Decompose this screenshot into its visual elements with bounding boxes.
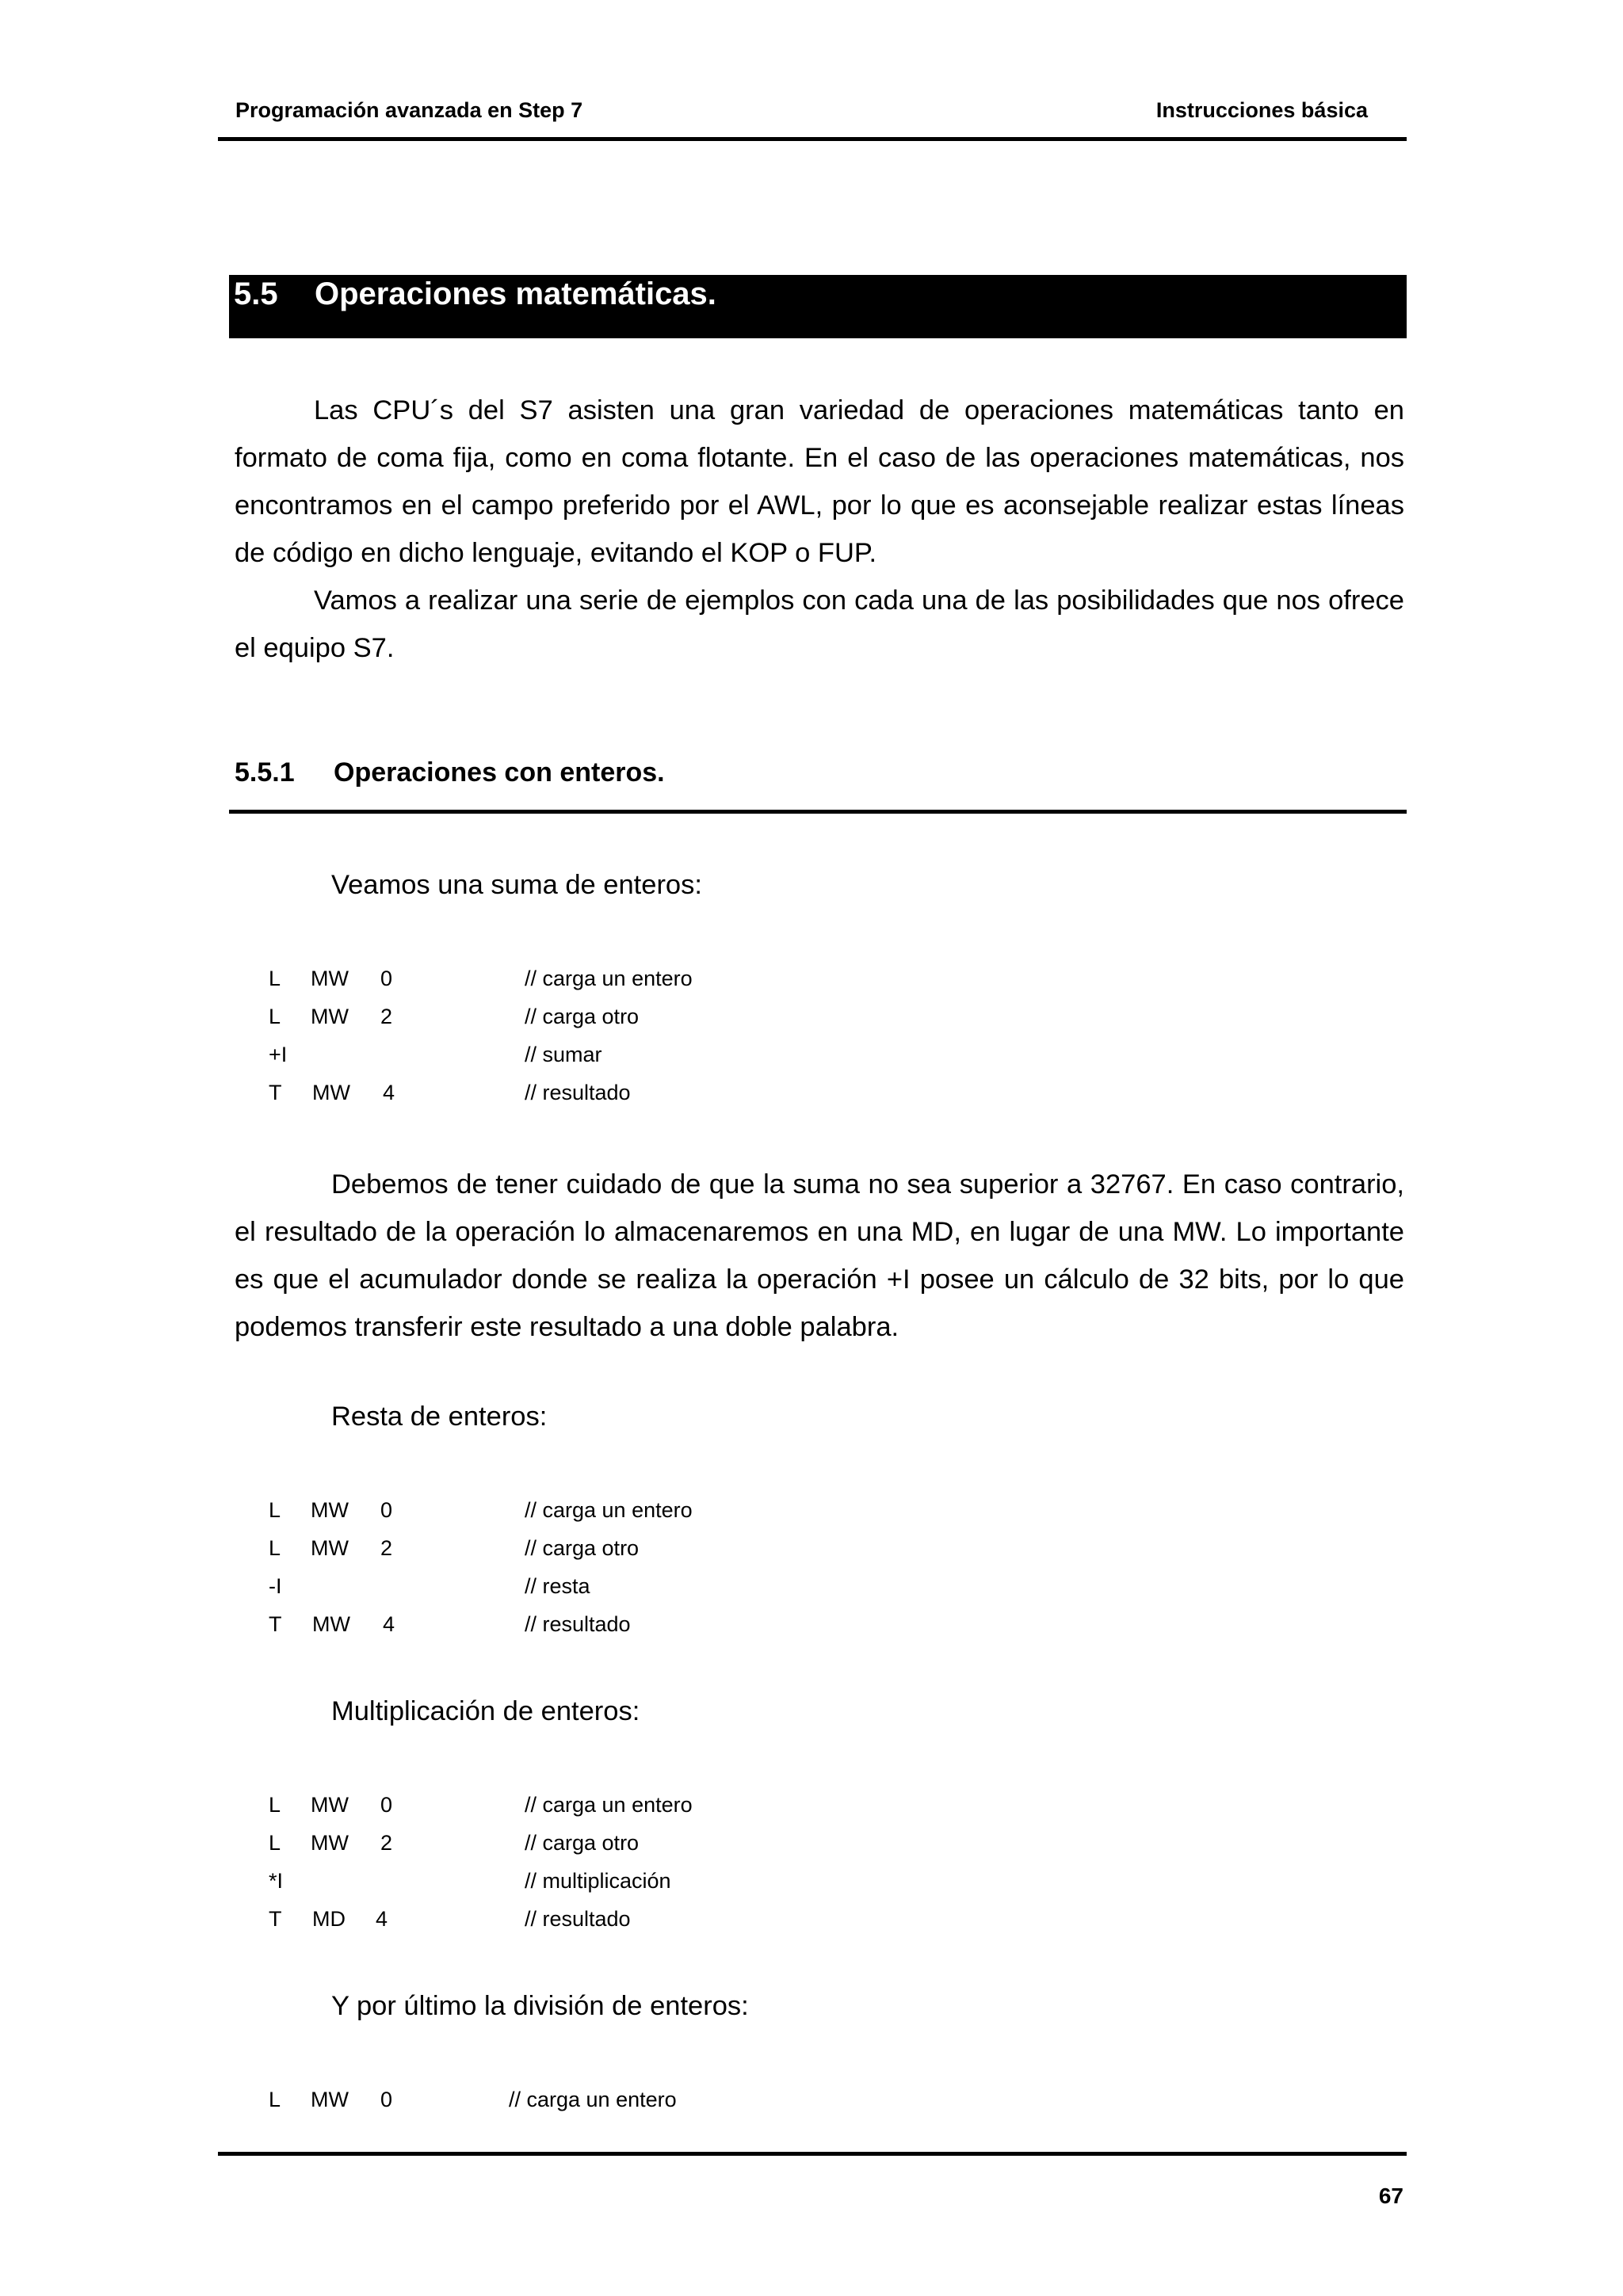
code-number: 0 — [380, 967, 393, 990]
code-op: L — [269, 967, 281, 990]
code-op: T — [269, 1612, 282, 1636]
code-number: 4 — [376, 1907, 388, 1931]
intro-paragraph-1: Las CPU´s del S7 asisten una gran variedad de operaciones matemáticas tanto en formato de coma fija, como en coma flotante. En el caso de las operaciones matemáticas, nos encontramos en el campo preferido por el AWL, por lo que es aconsejable realizar estas líneas de código en dicho lenguaje, evitando el KOP o FUP. — [235, 395, 1404, 568]
code-address: MD — [312, 1907, 346, 1931]
code-comment: // carga otro — [525, 1005, 640, 1028]
code-number: 2 — [380, 1831, 393, 1855]
subsection-rule — [229, 810, 1407, 814]
sum-note-paragraph: Debemos de tener cuidado de que la suma no sea superior a 32767. En caso contrario, el resultado de la operación lo almacenaremos en una MD, en lugar de una MW. Lo importante es que el acumulador donde se realiza la operación +I posee un cálculo de 32 bits, por lo que podemos transferir este resultado a una doble palabra. — [235, 1169, 1404, 1342]
code-comment: // resultado — [525, 1081, 631, 1104]
code-op: L — [269, 2088, 281, 2111]
code-op: T — [269, 1081, 282, 1104]
code-comment: // carga un entero — [509, 2088, 677, 2111]
code-number: 2 — [380, 1536, 393, 1560]
code-number: 0 — [380, 1498, 393, 1522]
sub-intro: Resta de enteros: — [331, 1402, 548, 1432]
running-header-chapter: Instrucciones básica — [1155, 98, 1368, 122]
code-op: T — [269, 1907, 282, 1931]
code-comment: // multiplicación — [525, 1869, 671, 1893]
code-op: L — [269, 1831, 281, 1855]
code-address: MW — [311, 967, 349, 990]
code-address: MW — [312, 1612, 350, 1636]
code-comment: // resultado — [525, 1907, 631, 1931]
code-number: 4 — [383, 1612, 395, 1636]
code-address: MW — [311, 1831, 349, 1855]
code-address: MW — [311, 1498, 349, 1522]
code-op: +I — [269, 1043, 288, 1066]
subsection-title: Operaciones con enteros. — [334, 757, 665, 788]
code-number: 0 — [380, 2088, 393, 2111]
code-address: MW — [311, 1005, 349, 1028]
code-address: MW — [311, 2088, 349, 2111]
code-comment: // carga un entero — [525, 1498, 693, 1522]
section-number: 5.5 — [234, 277, 278, 311]
header-rule — [218, 137, 1407, 141]
code-number: 0 — [380, 1793, 393, 1817]
code-comment: // resultado — [525, 1612, 631, 1636]
code-comment: // carga un entero — [525, 1793, 693, 1817]
code-address: MW — [311, 1536, 349, 1560]
page-number: 67 — [1378, 2183, 1403, 2208]
code-op: *I — [269, 1869, 284, 1893]
code-op: L — [269, 1005, 281, 1028]
code-address: MW — [312, 1081, 350, 1104]
code-number: 4 — [383, 1081, 395, 1104]
code-op: L — [269, 1793, 281, 1817]
code-comment: // sumar — [525, 1043, 602, 1066]
code-op: -I — [269, 1574, 282, 1598]
code-comment: // carga otro — [525, 1536, 640, 1560]
section-title: Operaciones matemáticas. — [315, 277, 716, 311]
running-header-title: Programación avanzada en Step 7 — [235, 98, 583, 122]
sum-intro: Veamos una suma de enteros: — [331, 870, 702, 900]
code-comment: // resta — [525, 1574, 590, 1598]
mul-intro: Multiplicación de enteros: — [331, 1696, 640, 1726]
code-comment: // carga otro — [525, 1831, 640, 1855]
code-comment: // carga un entero — [525, 967, 693, 990]
code-number: 2 — [380, 1005, 393, 1028]
code-op: L — [269, 1498, 281, 1522]
footer-rule — [218, 2152, 1407, 2156]
div-intro: Y por último la división de enteros: — [331, 1991, 749, 2021]
subsection-number: 5.5.1 — [235, 757, 295, 788]
code-op: L — [269, 1536, 281, 1560]
code-address: MW — [311, 1793, 349, 1817]
intro-paragraph-2: Vamos a realizar una serie de ejemplos con cada una de las posibilidades que nos ofrece el equipo S7. — [235, 585, 1404, 663]
